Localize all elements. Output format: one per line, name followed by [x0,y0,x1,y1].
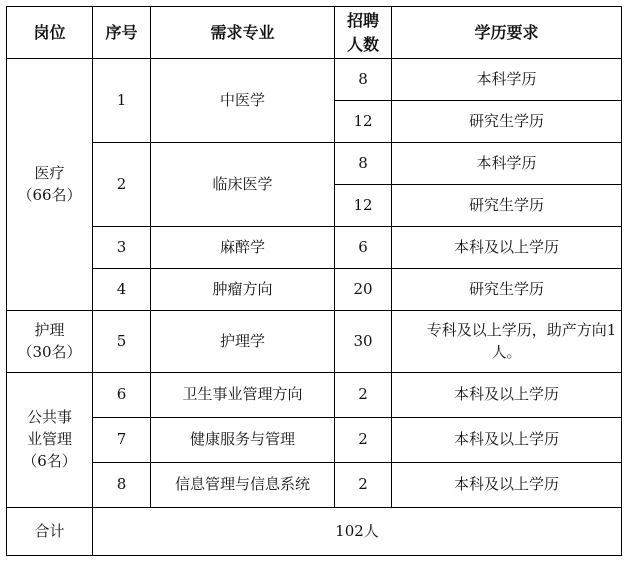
row-major: 信息管理与信息系统 [151,463,335,508]
table-row [7,269,622,311]
group-public-line1: 公共事 [26,408,72,427]
table-row [7,143,622,185]
header-no: 序号 [93,7,151,59]
table-row [7,373,622,418]
row-education: 本科及以上学历 [392,418,622,463]
group-nursing-quota: （30名） [17,342,82,361]
total-value: 102人 [93,508,622,556]
row-no: 4 [93,269,151,311]
row-no: 2 [93,143,151,227]
group-nursing [7,311,93,373]
row-major: 麻醉学 [151,227,335,269]
row-count: 8 [335,59,392,101]
table-row [7,418,622,463]
group-public-management [7,373,93,508]
row-no: 3 [93,227,151,269]
row-count: 2 [335,418,392,463]
row-count: 12 [335,101,392,143]
header-major: 需求专业 [151,7,335,59]
row-major: 健康服务与管理 [151,418,335,463]
header-count-line1: 招聘 [346,11,379,31]
table-row [7,227,622,269]
row-major: 护理学 [151,311,335,373]
row-major: 卫生事业管理方向 [151,373,335,418]
row-major: 临床医学 [151,143,335,227]
total-label: 合计 [7,508,93,556]
row-no: 8 [93,463,151,508]
row-count: 2 [335,463,392,508]
group-medical-quota: （66名） [17,185,82,204]
group-public-line3: （6名） [22,451,77,470]
table-row [7,463,622,508]
header-education: 学历要求 [392,7,622,59]
row-no: 1 [93,59,151,143]
header-count [335,7,392,59]
group-public-line2: 业管理 [26,430,72,449]
row-education: 本科及以上学历 [392,227,622,269]
table-row [7,59,622,101]
row-major: 中医学 [151,59,335,143]
table-row [7,311,622,373]
row-count: 12 [335,185,392,227]
row-count: 20 [335,269,392,311]
header-position: 岗位 [7,7,93,59]
row-education: 本科及以上学历 [392,373,622,418]
group-nursing-name: 护理 [34,320,65,339]
row-no: 7 [93,418,151,463]
group-medical [7,59,93,311]
row-education: 研究生学历 [392,101,622,143]
recruitment-table [6,6,622,556]
row-education: 本科学历 [392,143,622,185]
group-medical-name: 医疗 [34,163,65,182]
header-count-line2: 人数 [346,34,379,54]
row-count: 8 [335,143,392,185]
row-count: 30 [335,311,392,373]
row-no: 6 [93,373,151,418]
row-education: 研究生学历 [392,185,622,227]
row-education: 本科及以上学历 [392,463,622,508]
total-row [7,508,622,556]
row-no: 5 [93,311,151,373]
row-education: 专科及以上学历，助产方向1人。 [392,311,622,373]
row-count: 2 [335,373,392,418]
row-education: 本科学历 [392,59,622,101]
header-row [7,7,622,59]
row-education: 研究生学历 [392,269,622,311]
row-count: 6 [335,227,392,269]
row-major: 肿瘤方向 [151,269,335,311]
